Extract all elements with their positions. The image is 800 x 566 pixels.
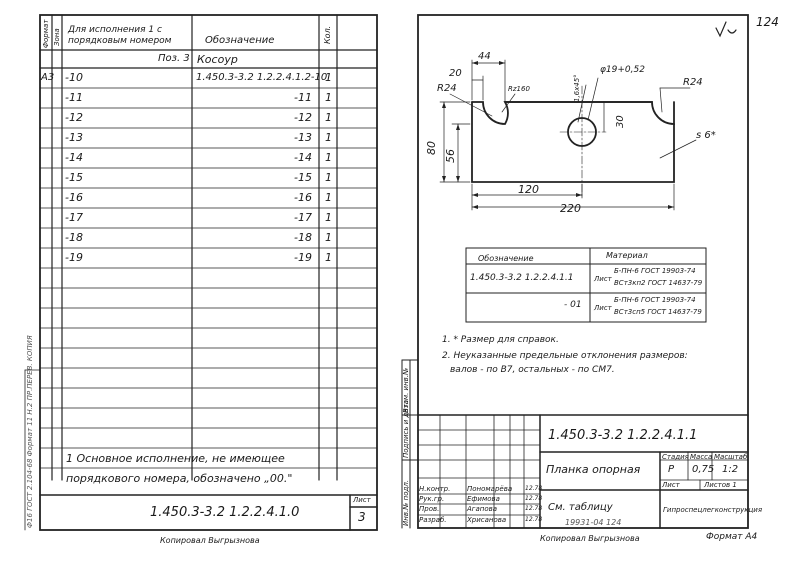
stamp-name: Пономарёва bbox=[467, 485, 513, 493]
stamp-role: Разраб. bbox=[419, 516, 447, 524]
stamp-date: 12.78 bbox=[525, 485, 543, 492]
stamp-date: 12.78 bbox=[525, 516, 543, 523]
dim-height-total: 80 bbox=[425, 141, 438, 155]
dimension-arrows bbox=[442, 61, 674, 209]
left-sheet-label: Лист bbox=[353, 496, 371, 504]
row-variant: -10 bbox=[65, 71, 83, 84]
col-header-qty: Кол. bbox=[323, 25, 332, 44]
row-variant: -12 bbox=[65, 111, 83, 124]
dim-hole-height: 30 bbox=[615, 115, 626, 128]
stamp-organization: Гипроспецлегконструкция bbox=[663, 506, 763, 514]
row-qty: 1 bbox=[325, 91, 332, 104]
dim-thickness: s 6* bbox=[696, 130, 716, 141]
stamp-date: 12.78 bbox=[525, 505, 543, 512]
row-variant: -15 bbox=[65, 171, 83, 184]
row-designation: -14 bbox=[294, 151, 312, 164]
row-designation: -13 bbox=[294, 131, 312, 144]
row-designation: -15 bbox=[294, 171, 312, 184]
left-row-lines bbox=[40, 88, 377, 468]
side-label-inv: Инв.№ подл. bbox=[402, 479, 410, 526]
stamp-date: 12.78 bbox=[525, 495, 543, 502]
dim-radius-left: R24 bbox=[437, 83, 457, 94]
row-qty: 1 bbox=[325, 191, 332, 204]
row-qty: 1 bbox=[325, 111, 332, 124]
footnote-line1: 1 Основное исполнение, не имеющее bbox=[66, 452, 285, 465]
stamp-col-scale: Масштаб bbox=[714, 453, 748, 461]
stamp-col-mass: Масса bbox=[690, 453, 713, 461]
row-qty: 1 bbox=[325, 131, 332, 144]
stamp-role: Н.контр. bbox=[419, 485, 451, 493]
row-qty: 1 bbox=[325, 251, 332, 264]
col-header-zone: Зона bbox=[53, 28, 61, 46]
stamp-name: Ефимова bbox=[467, 495, 500, 503]
stamp-name: Хрисанова bbox=[467, 516, 507, 524]
mark-top-right bbox=[714, 22, 737, 33]
side-label-replace: Взам. инв.№ bbox=[402, 367, 410, 413]
material-row-top: Б-ПН-6 ГОСТ 19903-74 bbox=[614, 267, 696, 275]
dim-left-offset: 20 bbox=[449, 68, 462, 79]
left-copied-by: Копировал Выгрызнова bbox=[160, 536, 260, 545]
row-variant: -13 bbox=[65, 131, 83, 144]
material-row-designation: - 01 bbox=[564, 300, 582, 310]
side-label-sign: Подпись и дата bbox=[402, 400, 410, 458]
page-number: 124 bbox=[756, 15, 779, 29]
col-header-format: Формат bbox=[42, 19, 50, 48]
row-variant: -14 bbox=[65, 151, 83, 164]
material-row-designation: 1.450.3-3.2 1.2.2.4.1.1 bbox=[470, 273, 574, 283]
dim-roughness: Rz160 bbox=[508, 85, 530, 93]
row-variant: -17 bbox=[65, 211, 83, 224]
left-title-code: 1.450.3-3.2 1.2.2.4.1.0 bbox=[150, 505, 300, 520]
row-designation: -17 bbox=[294, 211, 312, 224]
material-row-bottom: ВСт3кп2 ГОСТ 14637-79 bbox=[614, 279, 703, 287]
dim-hole-position: 120 bbox=[518, 183, 539, 196]
col-header-designation: Обозначение bbox=[205, 35, 275, 46]
row-qty: 1 bbox=[325, 71, 332, 84]
plate-outline bbox=[472, 102, 674, 182]
material-header-material: Материал bbox=[606, 251, 648, 260]
row-variant: -16 bbox=[65, 191, 83, 204]
right-format-label: Формат А4 bbox=[706, 532, 758, 542]
row-qty: 1 bbox=[325, 231, 332, 244]
material-row-bottom: ВСт3сп5 ГОСТ 14637-79 bbox=[614, 308, 702, 316]
material-header-designation: Обозначение bbox=[478, 254, 534, 263]
row-designation: -16 bbox=[294, 191, 312, 204]
dim-hole-chamfer: 1,6x45° bbox=[573, 74, 581, 102]
row-designation: -18 bbox=[294, 231, 312, 244]
stamp-role: Пров. bbox=[419, 505, 440, 513]
left-margin-text: Ф16 ГОСТ 2.104-68 Формат 11 Н.2 ПР.ПЕРЕВ. КОПИЯ bbox=[26, 335, 34, 528]
stamp-code: 1.450.3-3.2 1.2.2.4.1.1 bbox=[548, 428, 698, 443]
stamp-archive-no: 19931-04 124 bbox=[565, 518, 622, 527]
dim-length-total: 220 bbox=[560, 202, 581, 215]
note-line: валов - по В7, остальных - по СМ7. bbox=[450, 365, 615, 375]
stamp-stage: Р bbox=[668, 464, 675, 475]
stamp-mass: 0,75 bbox=[692, 464, 715, 475]
stamp-scale: 1:2 bbox=[722, 464, 739, 475]
dim-hole-diameter: φ19+0,52 bbox=[600, 65, 645, 75]
row-variant: -18 bbox=[65, 231, 83, 244]
material-row-sheet: Лист bbox=[594, 304, 612, 312]
right-copied-by: Копировал Выгрызнова bbox=[540, 534, 640, 543]
note-line: 2. Неуказанные предельные отклонения размеров: bbox=[442, 351, 688, 361]
row-designation: -11 bbox=[294, 91, 312, 104]
footnote-line2: порядкового номера, обозначено „00." bbox=[66, 472, 293, 485]
stamp-role: Рук.гр. bbox=[419, 495, 445, 503]
stamp-material-ref: См. таблицу bbox=[548, 502, 613, 513]
stamp-part-name: Планка опорная bbox=[546, 463, 641, 476]
row-format: А3 bbox=[41, 72, 55, 83]
stamp-name: Агапова bbox=[467, 505, 498, 513]
right-sheet-frame bbox=[418, 15, 748, 528]
row-qty: 1 bbox=[325, 171, 332, 184]
row-variant: -11 bbox=[65, 91, 83, 104]
pos-label: Поз. 3 bbox=[158, 53, 190, 64]
row-designation: -19 bbox=[294, 251, 312, 264]
material-row-sheet: Лист bbox=[594, 275, 612, 283]
dim-top-width: 44 bbox=[478, 51, 491, 62]
row-qty: 1 bbox=[325, 151, 332, 164]
row-variant: -19 bbox=[65, 251, 83, 264]
row-designation: -12 bbox=[294, 111, 312, 124]
stamp-col-stage: Стадия bbox=[662, 453, 689, 461]
stamp-sheets-label: Листов 1 bbox=[704, 481, 737, 489]
dim-height-inner: 56 bbox=[444, 149, 457, 163]
dim-radius-right: R24 bbox=[683, 77, 703, 88]
row-designation: 1.450.3-3.2 1.2.2.4.1.2-10 bbox=[196, 72, 328, 83]
row-qty: 1 bbox=[325, 211, 332, 224]
stamp-sheet-label: Лист bbox=[662, 481, 680, 489]
pos-name: Косоур bbox=[197, 53, 238, 66]
col-header-variant: Для исполнения 1 с порядковым номером bbox=[68, 25, 172, 46]
note-line: 1. * Размер для справок. bbox=[442, 335, 559, 345]
left-sheet-number: 3 bbox=[358, 510, 366, 524]
material-row-top: Б-ПН-6 ГОСТ 19903-74 bbox=[614, 296, 696, 304]
